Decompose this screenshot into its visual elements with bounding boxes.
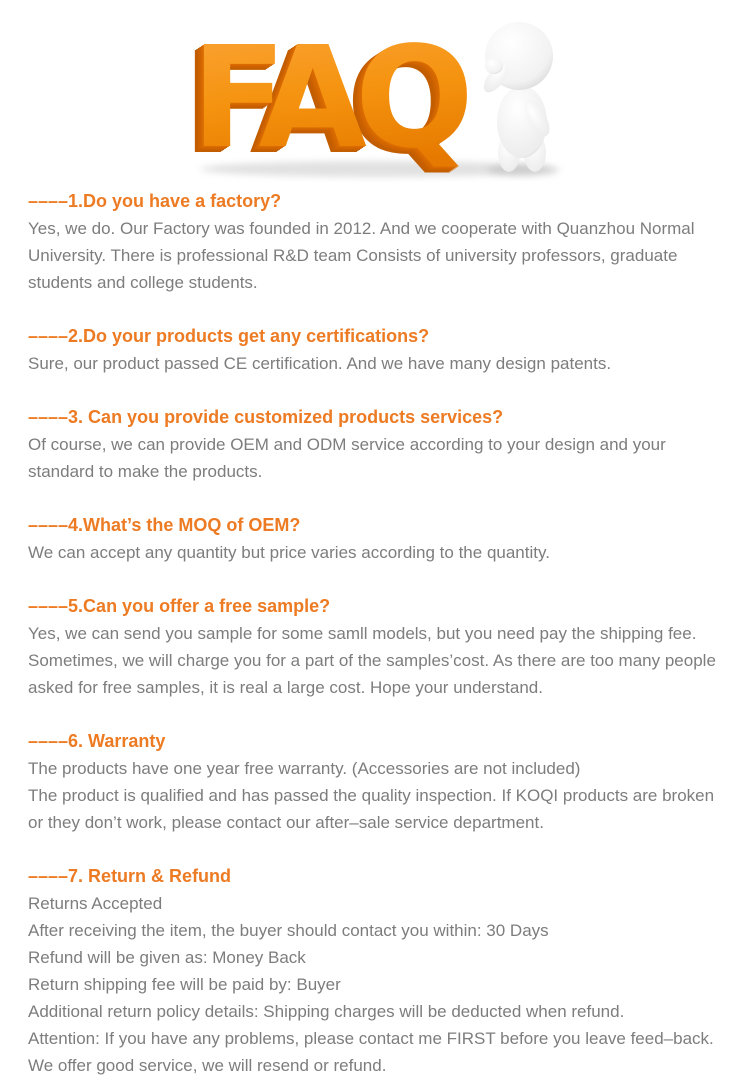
figure-shadow (487, 164, 559, 176)
faq-answer-6-line-1: The products have one year free warranty. (Accessories are not included) (28, 759, 581, 778)
faq-answer-7-line-2: After receiving the item, the buyer should contact you within: 30 Days (28, 921, 549, 940)
faq-answer-4: We can accept any quantity but price varies according to the quantity. (28, 543, 550, 562)
figure-hand (485, 58, 503, 74)
faq-section-3 (28, 404, 728, 485)
faq-question-1: ––––1.Do you have a factory? (28, 191, 282, 211)
thinking-person-figure (479, 22, 559, 176)
faq-answer-7-line-1: Returns Accepted (28, 894, 163, 913)
faq-section-7 (28, 863, 728, 1079)
faq-question-6: ––––6. Warranty (28, 731, 166, 751)
faq-content (0, 188, 750, 1079)
faq-answer-7-line-3: Refund will be given as: Money Back (28, 948, 306, 967)
faq-letters-front (191, 17, 467, 180)
faq-answer-5: Yes, we can send you sample for some samll models, but you need pay the shipping fee. Sometimes, we will charge you for a part of the samples’cost. As there are too many people asked for free samples, it is real a large cost. Hope your understand. (28, 624, 716, 697)
faq-answer-7-line-4: Return shipping fee will be paid by: Buyer (28, 975, 341, 994)
faq-hero-image (185, 6, 565, 182)
faq-section-1 (28, 188, 728, 296)
faq-question-3: ––––3. Can you provide customized products services? (28, 407, 504, 427)
faq-section-6 (28, 728, 728, 836)
faq-section-2 (28, 323, 728, 377)
faq-question-5: ––––5.Can you offer a free sample? (28, 596, 331, 616)
faq-question-4: ––––4.What’s the MOQ of OEM? (28, 515, 301, 535)
faq-answer-3: Of course, we can provide OEM and ODM service according to your design and your standard to make the products. (28, 435, 666, 481)
faq-answer-7-line-5: Additional return policy details: Shipping charges will be deducted when refund. (28, 1002, 625, 1021)
faq-question-7: ––––7. Return & Refund (28, 866, 232, 886)
faq-answer-2: Sure, our product passed CE certification. And we have many design patents. (28, 354, 612, 373)
faq-answer-7-line-6: Attention: If you have any problems, please contact me FIRST before you leave feed–back. We offer good service, we will resend or refund. (28, 1029, 714, 1075)
faq-section-5 (28, 593, 728, 701)
faq-answer-1: Yes, we do. Our Factory was founded in 2012. And we cooperate with Quanzhou Normal University. There is professional R&D team Consists of university professors, graduate students and college students. (28, 219, 695, 292)
faq-question-2: ––––2.Do your products get any certifications? (28, 326, 430, 346)
faq-answer-6-line-2: The product is qualified and has passed the quality inspection. If KOQI products are broken or they don’t work, please contact our after–sale service department. (28, 786, 715, 832)
faq-section-4 (28, 512, 728, 566)
faq-hero-section (0, 0, 750, 188)
